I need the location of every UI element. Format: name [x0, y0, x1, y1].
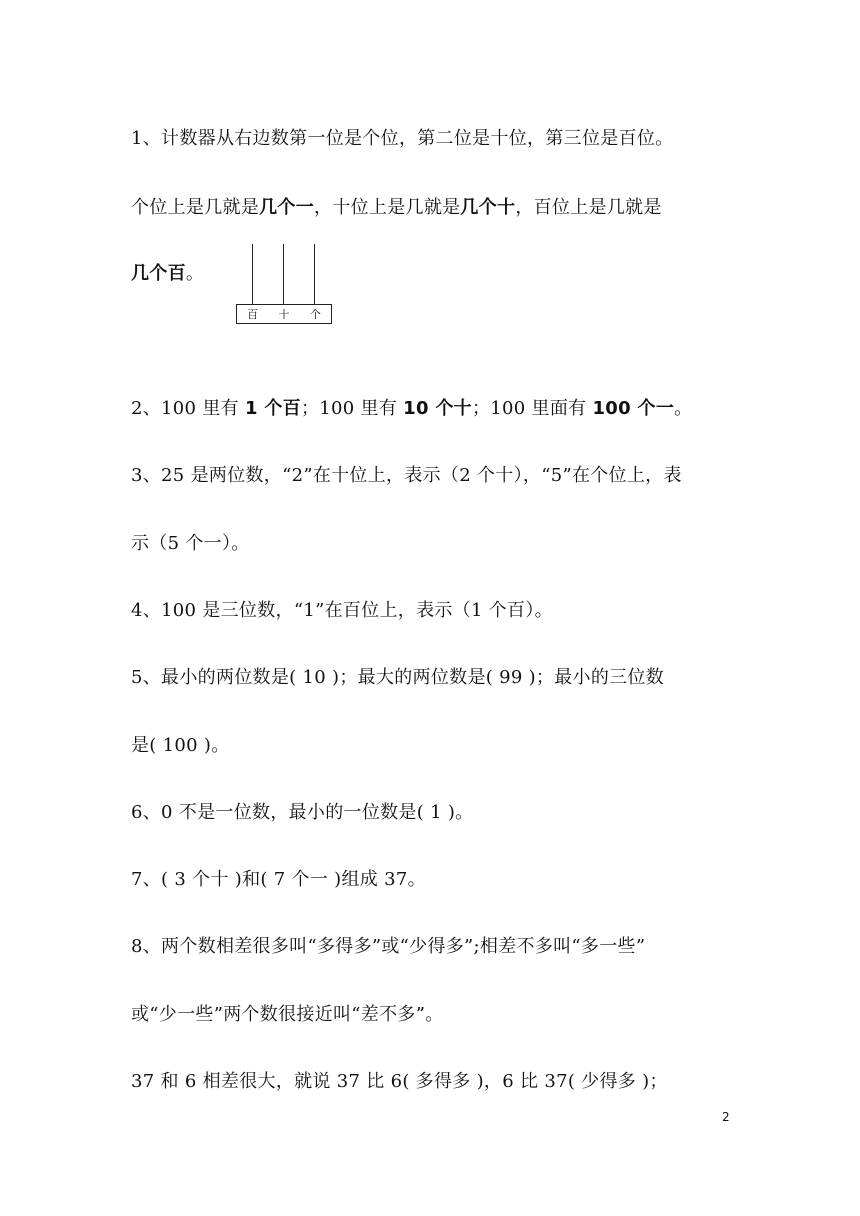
text-line-11: 7、( 3 个十 )和( 7 个一 )组成 37。 [131, 869, 426, 890]
text-run: 。 [185, 263, 205, 284]
text-line-7: 4、100 是三位数，“1”在百位上，表示（1 个百）。 [131, 600, 553, 621]
abacus-label-tens: 十 [278, 308, 290, 321]
bold-run: 几个百 [131, 263, 186, 284]
text-line-2 [131, 196, 662, 220]
abacus-label-hundreds: 百 [247, 308, 259, 321]
text-line-3 [131, 262, 204, 286]
abacus-rod [314, 244, 315, 304]
abacus-label-ones: 个 [309, 308, 321, 321]
text-line-4 [131, 397, 692, 421]
page-number: 2 [722, 1110, 730, 1124]
bold-run: 10 个十 [403, 398, 472, 419]
text-run: ；100 里有 [300, 398, 404, 419]
abacus-diagram [236, 244, 332, 324]
bold-run: 几个一 [259, 197, 315, 218]
text-run: 个位上是几就是 [131, 197, 260, 218]
text-line-9: 是( 100 )。 [131, 735, 230, 756]
text-line-10: 6、0 不是一位数，最小的一位数是( 1 )。 [131, 802, 474, 823]
text-run: 。 [674, 398, 693, 419]
text-run: 2、100 里有 [131, 398, 245, 419]
text-run: ；100 里面有 [471, 398, 593, 419]
bold-run: 100 个一 [592, 398, 675, 419]
text-line-13: 或“少一些”两个数很接近叫“差不多”。 [131, 1004, 444, 1025]
text-run: ，百位上是几就是 [515, 197, 662, 218]
text-line-8: 5、最小的两位数是( 10 )；最大的两位数是( 99 )；最小的三位数 [131, 667, 665, 688]
bold-run: 几个十 [460, 197, 516, 218]
text-run: ，十位上是几就是 [314, 197, 461, 218]
abacus-rod [283, 244, 284, 304]
abacus-base [236, 304, 332, 324]
text-line-6: 示（5 个一）。 [131, 533, 250, 554]
text-line-5: 3、25 是两位数，“2”在十位上，表示（2 个十），“5”在个位上，表 [131, 465, 682, 486]
abacus-rod [252, 244, 253, 304]
bold-run: 1 个百 [244, 398, 301, 419]
text-line-12: 8、两个数相差很多叫“多得多”或“少得多”;相差不多叫“多一些” [131, 936, 646, 957]
text-line-14: 37 和 6 相差很大，就说 37 比 6( 多得多 )，6 比 37( 少得多 )； [131, 1071, 668, 1092]
text-line-1: 1、计数器从右边数第一位是个位，第二位是十位，第三位是百位。 [131, 128, 674, 149]
